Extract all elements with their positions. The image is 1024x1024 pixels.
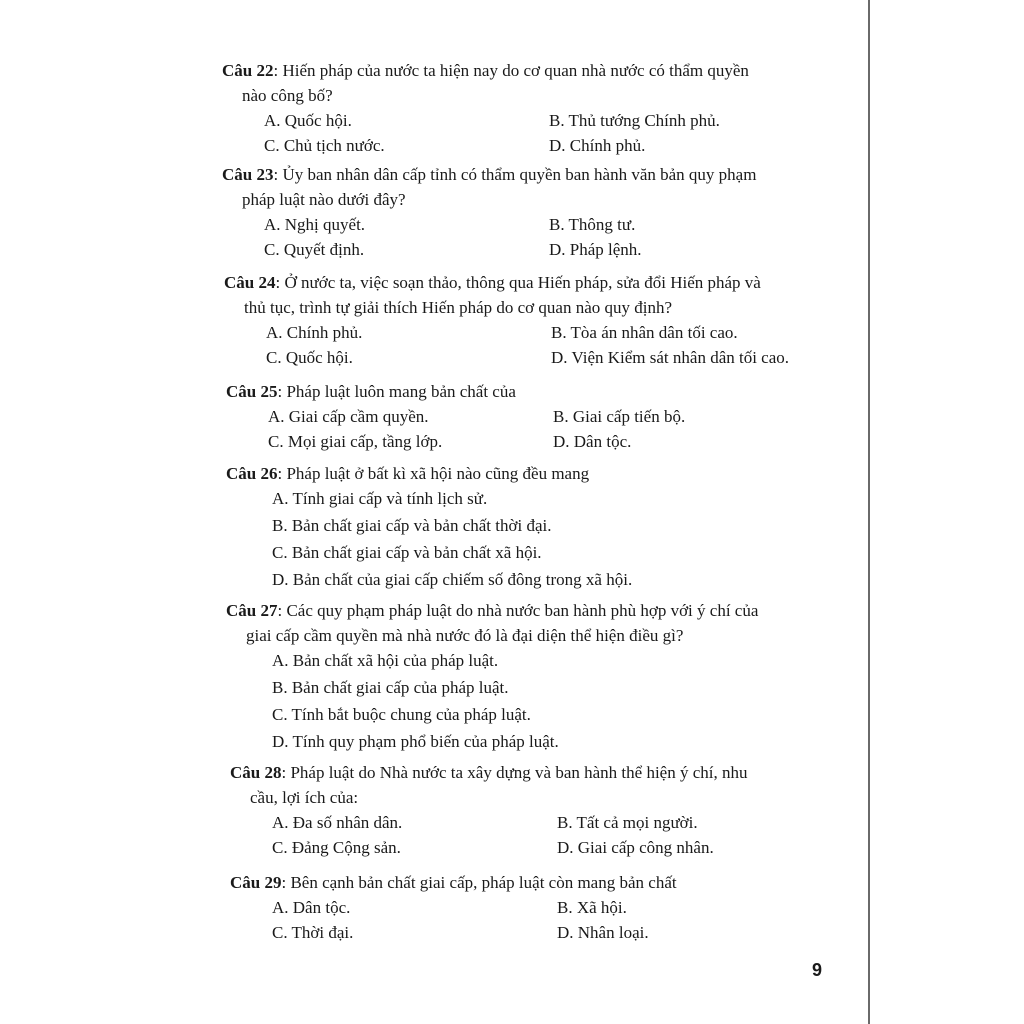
option-b: B. Bản chất giai cấp và bản chất thời đại. [272,516,552,535]
options [230,810,850,860]
question-stem-line-1 [230,760,850,785]
question-number: Câu 23 [222,165,274,184]
option-a: A. Tính giai cấp và tính lịch sử. [272,489,488,508]
question-stem-line-1 [226,598,846,623]
options [226,486,846,594]
question-text: : Hiến pháp của nước ta hiện nay do cơ quan nhà nước có thẩm quyền [273,61,749,80]
question-number: Câu 29 [230,873,282,892]
question-stem-line-1 [226,461,846,486]
question-stem-line-2: giai cấp cầm quyền mà nhà nước đó là đại diện thể hiện điều gì? [246,626,684,645]
question-text: : Bên cạnh bản chất giai cấp, pháp luật còn mang bản chất [281,873,677,892]
question-text: : Pháp luật luôn mang bản chất của [277,382,516,401]
question-number: Câu 25 [226,382,278,401]
option-d: D. Nhân loại. [557,923,649,942]
question-29 [230,870,850,945]
option-c: C. Quốc hội. [266,348,353,367]
question-text: : Các quy phạm pháp luật do nhà nước ban hành phù hợp với ý chí của [277,601,759,620]
question-stem-line-2: cầu, lợi ích của: [250,788,359,807]
question-text: : Ủy ban nhân dân cấp tỉnh có thẩm quyền ban hành văn bản quy phạm [273,165,757,184]
question-22 [222,58,842,158]
option-a: A. Chính phủ. [266,323,363,342]
option-b: B. Tất cả mọi người. [557,813,698,832]
question-stem-line-1 [226,379,846,404]
option-d: D. Viện Kiểm sát nhân dân tối cao. [551,348,790,367]
question-stem-line-2: nào công bố? [242,86,333,105]
option-c: C. Tính bắt buộc chung của pháp luật. [272,705,531,724]
option-c: C. Mọi giai cấp, tầng lớp. [268,432,443,451]
question-stem-line-2: thủ tục, trình tự giải thích Hiến pháp do cơ quan nào quy định? [244,298,673,317]
question-stem-line-2: pháp luật nào dưới đây? [242,190,406,209]
option-d: D. Giai cấp công nhân. [557,838,714,857]
options [222,212,842,262]
option-a: A. Bản chất xã hội của pháp luật. [272,651,499,670]
question-26 [226,461,846,594]
question-stem-line-1 [224,270,844,295]
question-number: Câu 27 [226,601,278,620]
question-23 [222,162,842,262]
option-d: D. Chính phủ. [549,136,646,155]
option-a: A. Giai cấp cầm quyền. [268,407,429,426]
option-c: C. Chủ tịch nước. [264,136,385,155]
option-c: C. Thời đại. [272,923,354,942]
option-c: C. Bản chất giai cấp và bản chất xã hội. [272,543,542,562]
option-c: C. Đảng Cộng sản. [272,838,401,857]
option-d: D. Tính quy phạm phổ biến của pháp luật. [272,732,559,751]
question-text: : Pháp luật ở bất kì xã hội nào cũng đều mang [277,464,590,483]
options [226,648,846,756]
option-b: B. Thông tư. [549,215,636,234]
option-a: A. Nghị quyết. [264,215,366,234]
options [222,108,842,158]
question-text: : Pháp luật do Nhà nước ta xây dựng và ban hành thể hiện ý chí, nhu [281,763,748,782]
question-stem-line-1 [230,870,850,895]
question-25 [226,379,846,454]
question-number: Câu 22 [222,61,274,80]
option-c: C. Quyết định. [264,240,365,259]
question-text: : Ở nước ta, việc soạn thảo, thông qua Hiến pháp, sửa đổi Hiến pháp và [275,273,761,292]
option-d: D. Dân tộc. [553,432,632,451]
options [230,895,850,945]
option-b: B. Thủ tướng Chính phủ. [549,111,720,130]
question-number: Câu 28 [230,763,282,782]
question-stem-line-1 [222,58,842,83]
options [224,320,844,370]
question-stem-line-1 [222,162,842,187]
option-d: D. Bản chất của giai cấp chiếm số đông trong xã hội. [272,570,633,589]
options [226,404,846,454]
option-b: B. Tòa án nhân dân tối cao. [551,323,738,342]
option-b: B. Bản chất giai cấp của pháp luật. [272,678,509,697]
page-number: 9 [812,960,823,980]
question-number: Câu 24 [224,273,276,292]
option-d: D. Pháp lệnh. [549,240,642,259]
question-number: Câu 26 [226,464,278,483]
question-24 [224,270,844,370]
option-b: B. Xã hội. [557,898,627,917]
option-a: A. Quốc hội. [264,111,352,130]
page-edge-line [868,0,870,1024]
option-a: A. Dân tộc. [272,898,351,917]
option-a: A. Đa số nhân dân. [272,813,403,832]
question-27 [226,598,846,756]
question-28 [230,760,850,860]
option-b: B. Giai cấp tiến bộ. [553,407,686,426]
